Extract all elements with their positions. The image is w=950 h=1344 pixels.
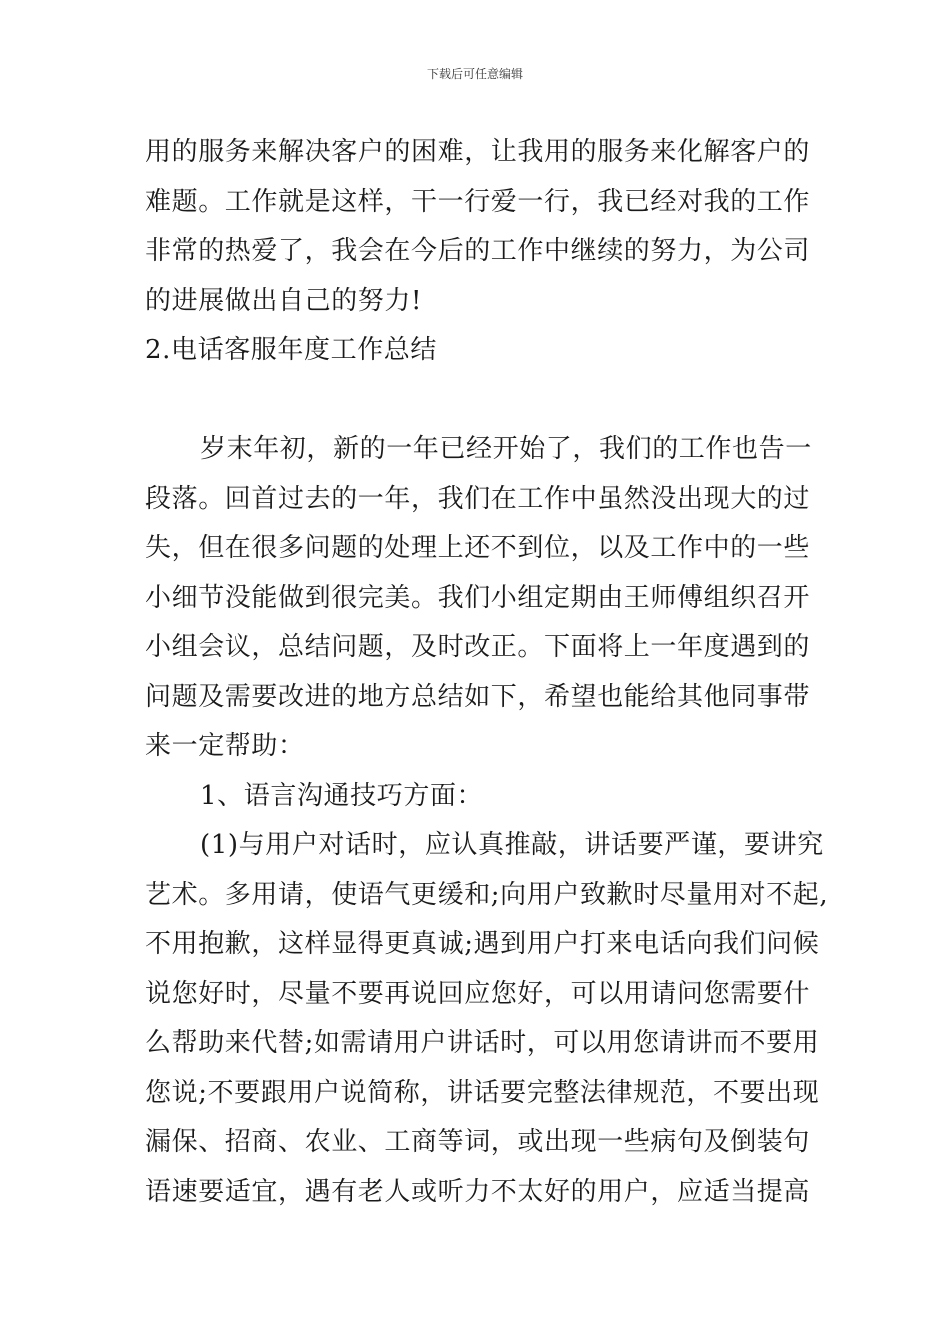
paragraph-line: 艺术。多用请，使语气更缓和;向用户致歉时尽量用对不起, (145, 879, 829, 910)
paragraph-line: 段落。回首过去的一年，我们在工作中虽然没出现大的过 (145, 483, 811, 514)
subsection-heading: 1、语言沟通技巧方面： (200, 780, 484, 811)
paragraph-line: 问题及需要改进的地方总结如下，希望也能给其他同事带 (145, 681, 811, 712)
section-heading: 2.电话客服年度工作总结 (145, 335, 438, 365)
paragraph-line: (1)与用户对话时，应认真推敲，讲话要严谨，要讲究 (200, 830, 824, 860)
paragraph-line: 说您好时，尽量不要再说回应您好，可以用请问您需要什 (145, 978, 811, 1009)
body-text (145, 128, 829, 1217)
paragraph-line: 失，但在很多问题的处理上还不到位，以及工作中的一些 (145, 533, 811, 563)
paragraph-line: 您说;不要跟用户说简称，讲话要完整法律规范，不要出现 (145, 1077, 820, 1108)
paragraph-line: 不用抱歉，这样显得更真诚;遇到用户打来电话向我们问候 (145, 929, 820, 959)
paragraph-line: 小细节没能做到很完美。我们小组定期由王师傅组织召开 (145, 582, 811, 613)
paragraph-line: 么帮助来代替;如需请用户讲话时，可以用您请讲而不要用 (145, 1028, 820, 1058)
paragraph-line: 的进展做出自己的努力! (145, 285, 423, 316)
paragraph-line: 小组会议，总结问题，及时改正。下面将上一年度遇到的 (145, 632, 811, 662)
paragraph-line: 难题。工作就是这样，干一行爱一行，我已经对我的工作 (145, 186, 811, 217)
paragraph-line: 语速要适宜，遇有老人或听力不太好的用户，应适当提高 (145, 1176, 811, 1207)
blank-line (145, 376, 810, 426)
header-note: 下载后可任意编辑 (426, 67, 523, 81)
paragraph-line: 岁末年初，新的一年已经开始了，我们的工作也告一 (200, 434, 812, 464)
paragraph-line: 来一定帮助： (145, 731, 305, 761)
paragraph-line: 非常的热爱了，我会在今后的工作中继续的努力，为公司 (145, 236, 811, 266)
paragraph-line: 漏保、招商、农业、工商等词，或出现一些病句及倒装句 (145, 1127, 811, 1157)
paragraph-line: 用的服务来解决客户的困难，让我用的服务来化解客户的 (145, 137, 811, 167)
